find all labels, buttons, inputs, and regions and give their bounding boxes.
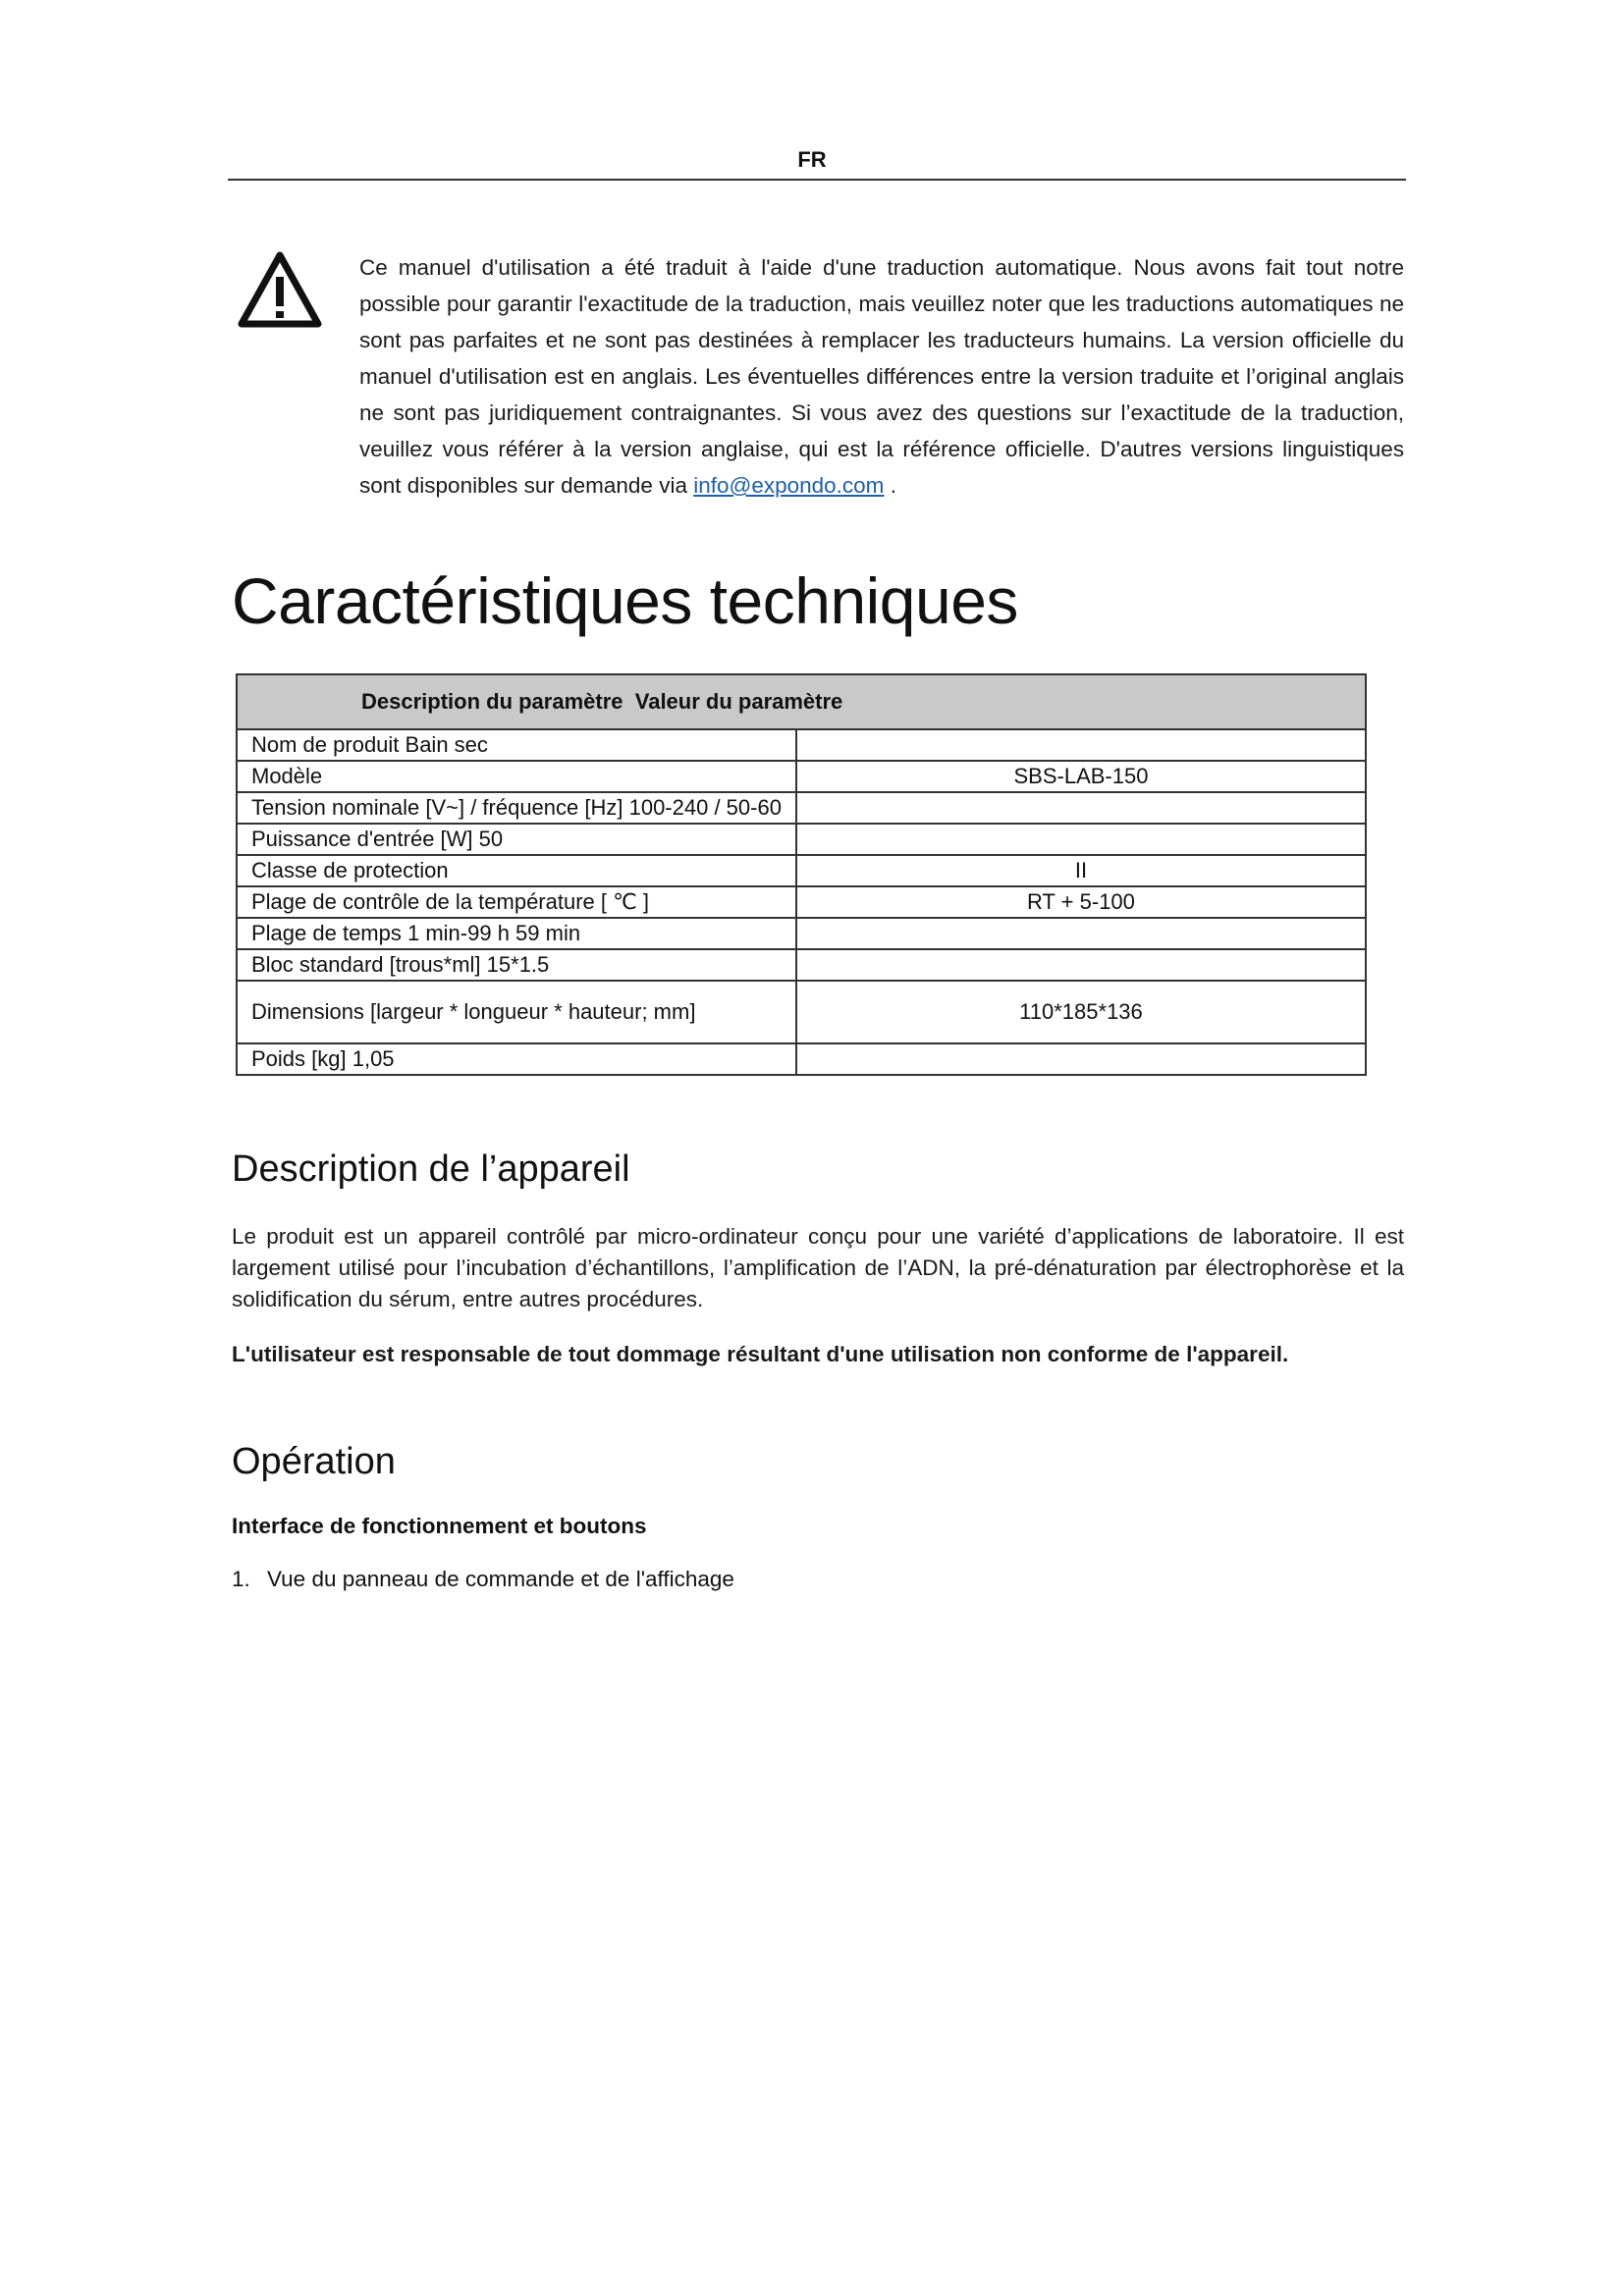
spec-table-header [237, 674, 1366, 729]
email-link[interactable]: info@expondo.com [693, 473, 885, 498]
spec-label: Poids [kg] 1,05 [237, 1043, 796, 1075]
spec-header-cell [237, 674, 1366, 729]
spec-label: Bloc standard [trous*ml] 15*1.5 [237, 949, 796, 981]
spec-header-col2: Valeur du paramètre [634, 689, 843, 714]
spec-label: Modèle [237, 761, 796, 792]
spec-value [796, 949, 1366, 981]
table-row [237, 981, 1366, 1043]
table-row [237, 824, 1366, 855]
list-item [232, 1567, 734, 1592]
spec-value: SBS-LAB-150 [796, 761, 1366, 792]
table-row [237, 855, 1366, 886]
section-heading-operation: Opération [232, 1441, 396, 1482]
header-rule [228, 179, 1406, 181]
table-row [237, 761, 1366, 792]
spec-value [796, 824, 1366, 855]
spec-value: RT + 5-100 [796, 886, 1366, 918]
spec-value: 110*185*136 [796, 981, 1366, 1043]
spec-label: Classe de protection [237, 855, 796, 886]
table-row [237, 918, 1366, 949]
spec-value [796, 1043, 1366, 1075]
spec-label: Dimensions [largeur * longueur * hauteur; mm] [237, 981, 796, 1043]
section-heading-description: Description de l’appareil [232, 1148, 630, 1190]
spec-value [796, 918, 1366, 949]
table-row [237, 1043, 1366, 1075]
translation-notice [359, 249, 1404, 504]
spec-label: Tension nominale [V~] / fréquence [Hz] 100-240 / 50-60 [237, 792, 796, 824]
notice-text: Ce manuel d'utilisation a été traduit à l'aide d'une traduction automatique. Nous avons fait tout notre possible pour garantir l'exactitude de la traduction, mais veuillez noter que les traductions automatiques ne sont pas parfaites et ne sont pas destinées à remplacer les traducteurs humains. La version officielle du manuel d'utilisation est en anglais. Les éventuelles différences entre la version traduite et l’original anglais ne sont pas juridiquement contraignantes. Si vous avez des questions sur l’exactitude de la traduction, veuillez vous référer à la version anglaise, qui est la référence officielle. D'autres versions linguistiques sont disponibles sur demande via [359, 255, 1404, 498]
spec-label: Puissance d'entrée [W] 50 [237, 824, 796, 855]
page-title: Caractéristiques techniques [232, 564, 1018, 637]
table-row [237, 949, 1366, 981]
operation-subheading: Interface de fonctionnement et boutons [232, 1514, 647, 1538]
list-item-number: 1. [232, 1567, 250, 1591]
responsibility-warning: L'utilisateur est responsable de tout dommage résultant d'une utilisation non conforme de l'appareil. [232, 1342, 1289, 1366]
description-paragraph: Le produit est un appareil contrôlé par micro-ordinateur conçu pour une variété d’applications de laboratoire. Il est largement utilisé pour l’incubation d’échantillons, l’amplification de l’ADN, la pré-dénaturation par électrophorèse et la solidification du sérum, entre autres procédures. [232, 1224, 1404, 1311]
notice-trailing: . [884, 473, 896, 498]
page-header-lang: FR [797, 147, 827, 172]
spec-label: Plage de contrôle de la température [ ℃ ] [237, 886, 796, 918]
spec-header-col1: Description du paramètre [361, 689, 623, 714]
table-row [237, 886, 1366, 918]
spec-label: Nom de produit Bain sec [237, 729, 796, 761]
spec-value [796, 729, 1366, 761]
spec-value [796, 792, 1366, 824]
spec-value: II [796, 855, 1366, 886]
spec-label: Plage de temps 1 min-99 h 59 min [237, 918, 796, 949]
list-item-text: Vue du panneau de commande et de l'affichage [267, 1567, 734, 1591]
spec-table [236, 673, 1367, 1076]
table-row [237, 729, 1366, 761]
table-row [237, 792, 1366, 824]
warning-icon [238, 251, 322, 330]
